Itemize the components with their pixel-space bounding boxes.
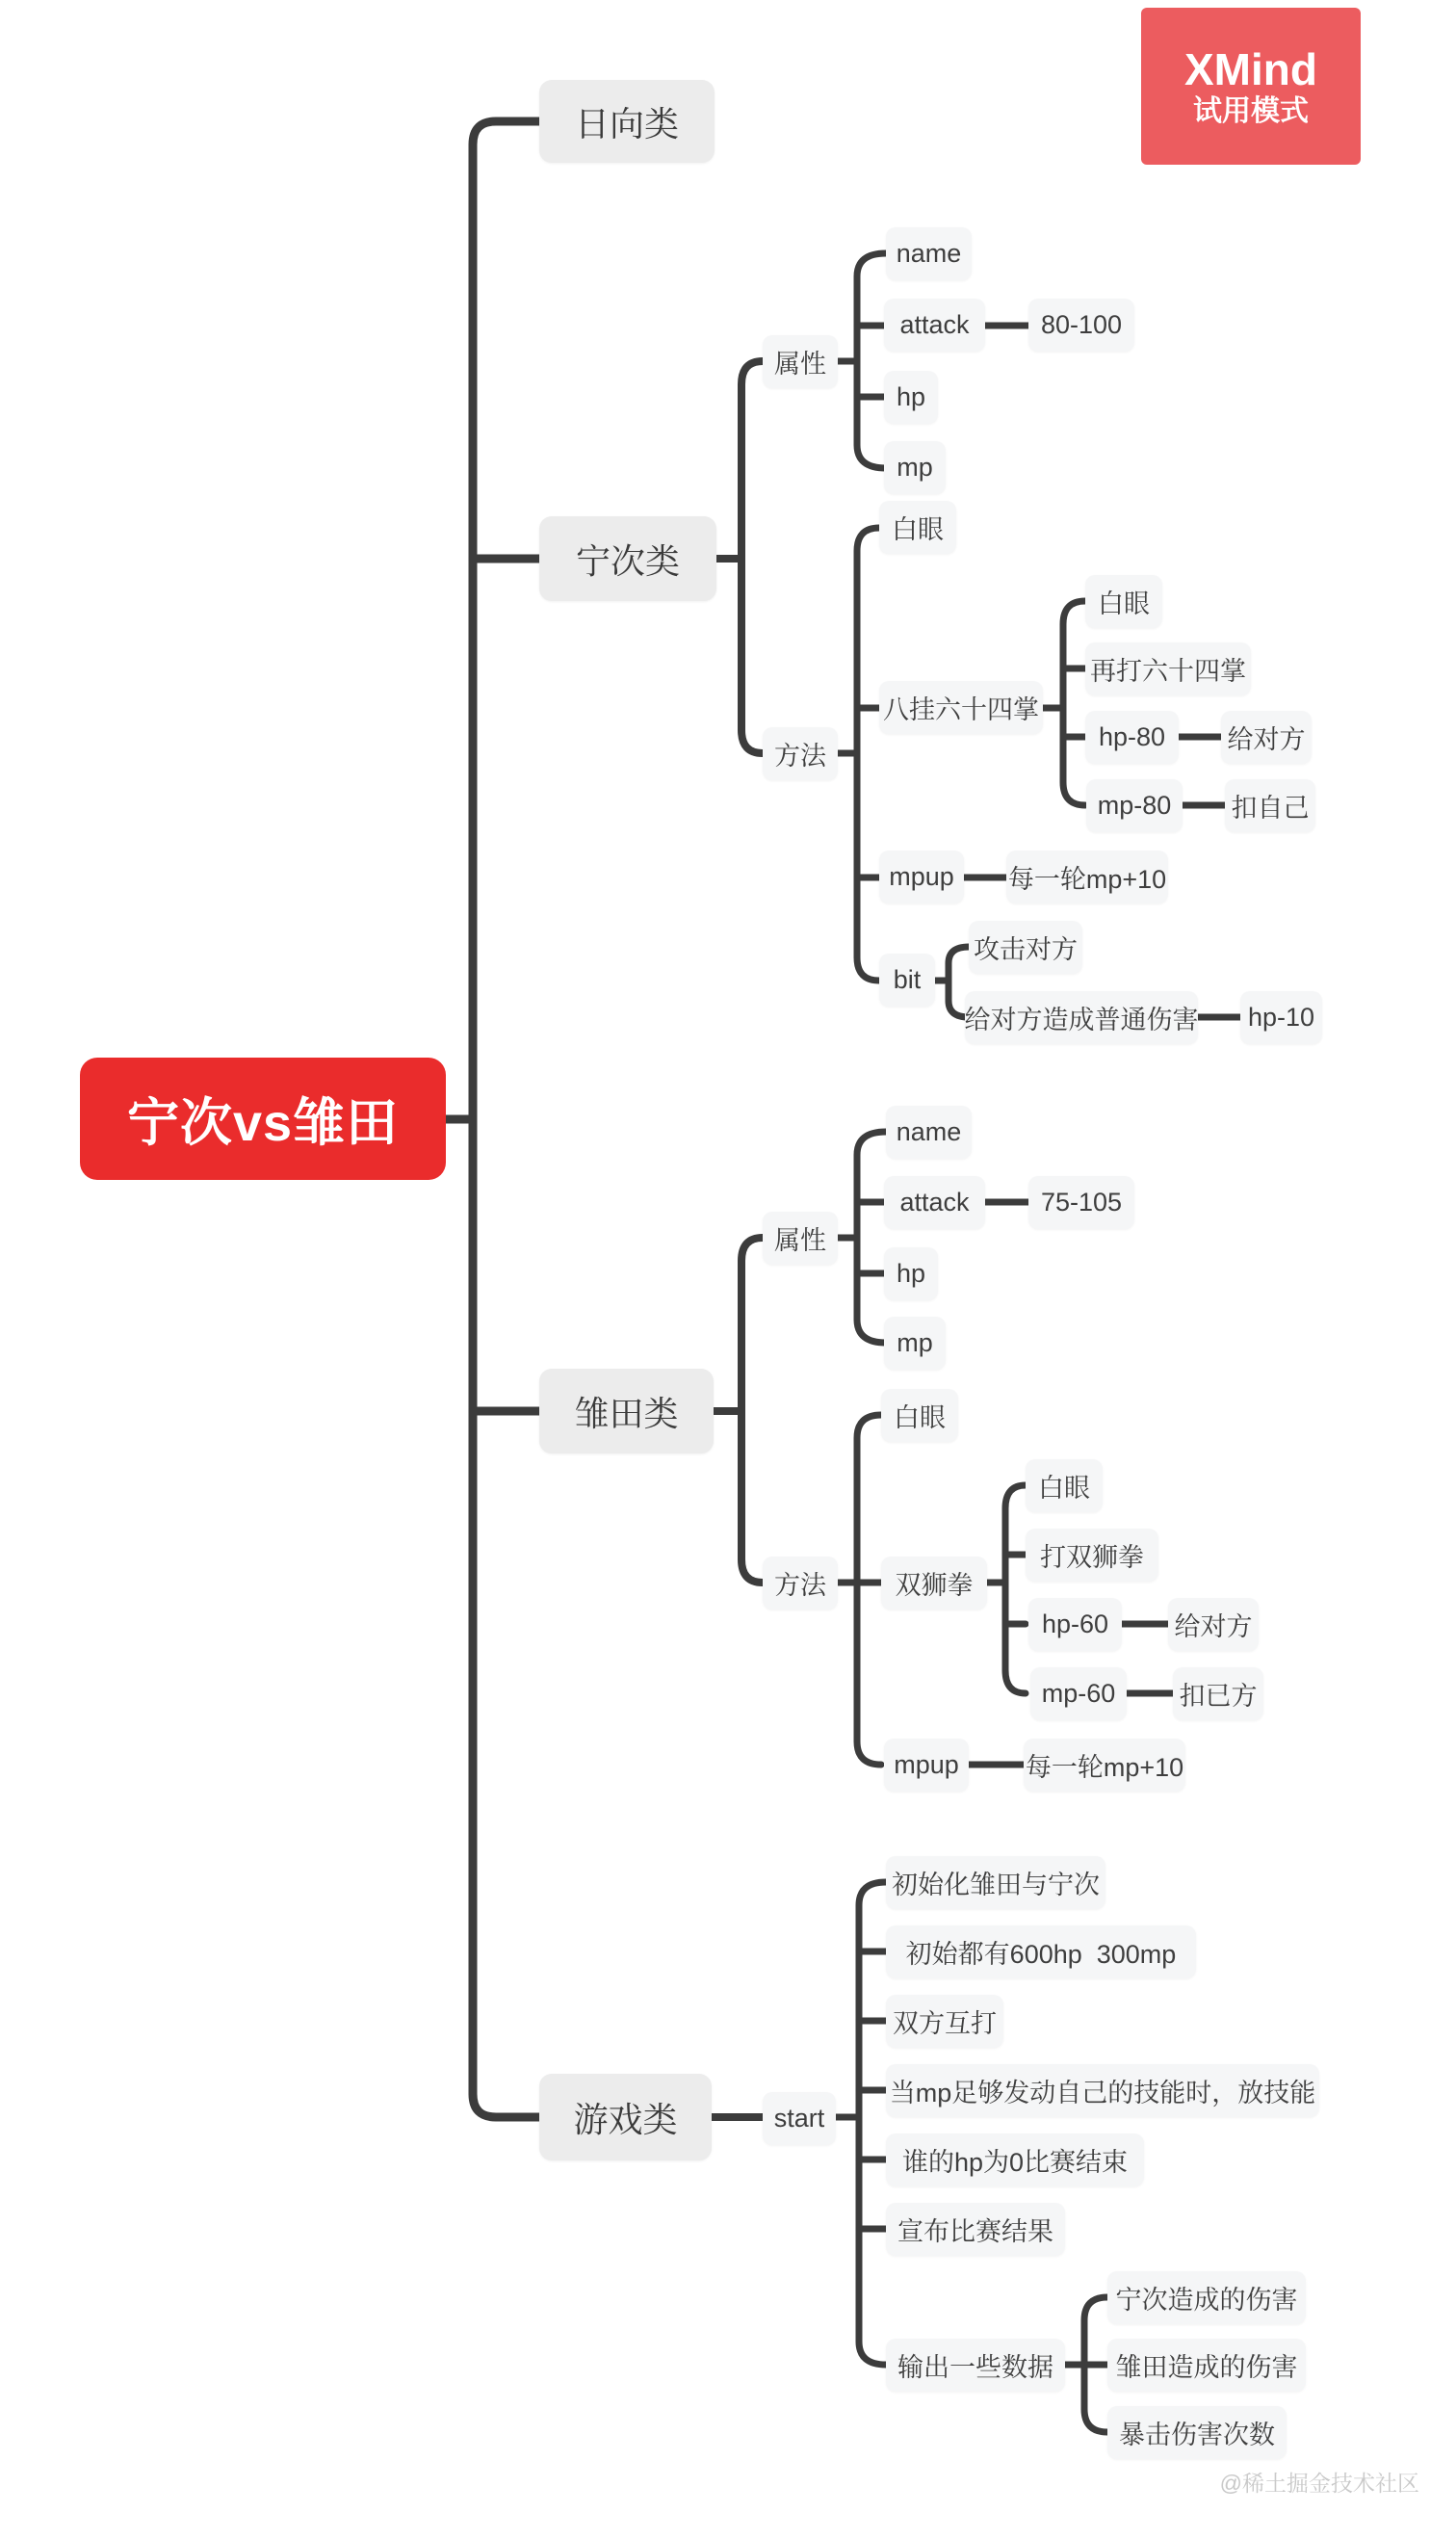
node-hinata-attrs[interactable]: 属性 — [763, 1212, 838, 1265]
node-start-step-init[interactable]: 初始化雏田与宁次 — [886, 1856, 1105, 1909]
node-hinata-attr-mp[interactable]: mp — [884, 1317, 946, 1370]
node-bit-normal-damage[interactable]: 给对方造成普通伤害 — [965, 991, 1198, 1044]
node-neji-eight-trigrams[interactable]: 八挂六十四掌 — [879, 681, 1043, 734]
node-neji-attr-attack[interactable]: attack — [884, 299, 985, 352]
node-neji-methods[interactable]: 方法 — [763, 727, 838, 780]
node-hinata-methods[interactable]: 方法 — [763, 1557, 838, 1610]
node-neji-attr-mp[interactable]: mp — [884, 441, 946, 494]
node-bit-damage-value[interactable]: hp-10 — [1240, 991, 1322, 1044]
xmind-trial-badge — [1141, 8, 1361, 165]
node-output-crit-count[interactable]: 暴击伤害次数 — [1107, 2406, 1287, 2459]
node-lion-hp-target[interactable]: 给对方 — [1168, 1598, 1259, 1651]
node-neji-class[interactable]: 宁次类 — [539, 516, 716, 601]
node-neji-byakugan[interactable]: 白眼 — [879, 501, 956, 554]
node-hinata-attr-name[interactable]: name — [886, 1106, 972, 1159]
node-trigrams-strike[interactable]: 再打六十四掌 — [1085, 642, 1251, 695]
node-hyuga-class[interactable]: 日向类 — [539, 80, 715, 163]
node-trigrams-mp-target[interactable]: 扣自己 — [1225, 779, 1315, 832]
node-output-hinata-damage[interactable]: 雏田造成的伤害 — [1107, 2339, 1306, 2392]
node-game-class[interactable]: 游戏类 — [539, 2074, 712, 2160]
node-start-step-announce[interactable]: 宣布比赛结果 — [886, 2203, 1065, 2256]
node-neji-attr-hp[interactable]: hp — [884, 371, 938, 424]
watermark: @稀土掘金技术社区 — [1219, 2471, 1419, 2496]
node-hinata-mpup[interactable]: mpup — [884, 1739, 969, 1792]
node-hinata-attack-range[interactable]: 75-105 — [1028, 1176, 1134, 1229]
node-start-step-end[interactable]: 谁的hp为0比赛结束 — [886, 2133, 1144, 2186]
node-lion-strike[interactable]: 打双狮拳 — [1026, 1529, 1158, 1582]
node-lion-byakugan[interactable]: 白眼 — [1026, 1459, 1103, 1512]
node-output-neji-damage[interactable]: 宁次造成的伤害 — [1107, 2271, 1306, 2324]
node-trigrams-byakugan[interactable]: 白眼 — [1085, 575, 1162, 628]
node-trigrams-hp-target[interactable]: 给对方 — [1221, 711, 1312, 764]
node-start-step-stats[interactable]: 初始都有600hp 300mp — [886, 1925, 1196, 1978]
node-neji-attack-range[interactable]: 80-100 — [1028, 299, 1134, 352]
node-neji-attr-name[interactable]: name — [886, 227, 972, 280]
node-hinata-class[interactable]: 雏田类 — [539, 1369, 714, 1453]
node-hinata-mpup-desc[interactable]: 每一轮mp+10 — [1024, 1739, 1185, 1792]
trial-mode-label: 试用模式 — [1193, 94, 1309, 127]
node-root[interactable]: 宁次vs雏田 — [80, 1058, 446, 1180]
node-start-step-output[interactable]: 输出一些数据 — [886, 2339, 1065, 2392]
node-lion-hp-cost[interactable]: hp-60 — [1028, 1598, 1122, 1651]
node-lion-mp-target[interactable]: 扣已方 — [1173, 1667, 1263, 1720]
node-hinata-attr-attack[interactable]: attack — [884, 1176, 985, 1229]
xmind-logo-text: XMind — [1184, 43, 1317, 94]
node-trigrams-mp-cost[interactable]: mp-80 — [1086, 779, 1183, 832]
node-game-start[interactable]: start — [763, 2092, 836, 2145]
node-hinata-byakugan[interactable]: 白眼 — [881, 1389, 958, 1442]
node-neji-mpup[interactable]: mpup — [879, 851, 964, 903]
node-hinata-attr-hp[interactable]: hp — [884, 1247, 938, 1300]
node-neji-mpup-desc[interactable]: 每一轮mp+10 — [1006, 851, 1168, 903]
node-neji-bit[interactable]: bit — [879, 954, 935, 1007]
node-trigrams-hp-cost[interactable]: hp-80 — [1085, 711, 1179, 764]
node-bit-attack[interactable]: 攻击对方 — [969, 921, 1082, 974]
node-lion-mp-cost[interactable]: mp-60 — [1030, 1667, 1127, 1720]
node-neji-attrs[interactable]: 属性 — [763, 335, 838, 388]
node-start-step-skill[interactable]: 当mp足够发动自己的技能时，放技能 — [886, 2064, 1319, 2117]
node-start-step-fight[interactable]: 双方互打 — [886, 1995, 1003, 2048]
node-hinata-lion-fists[interactable]: 双狮拳 — [881, 1557, 987, 1610]
